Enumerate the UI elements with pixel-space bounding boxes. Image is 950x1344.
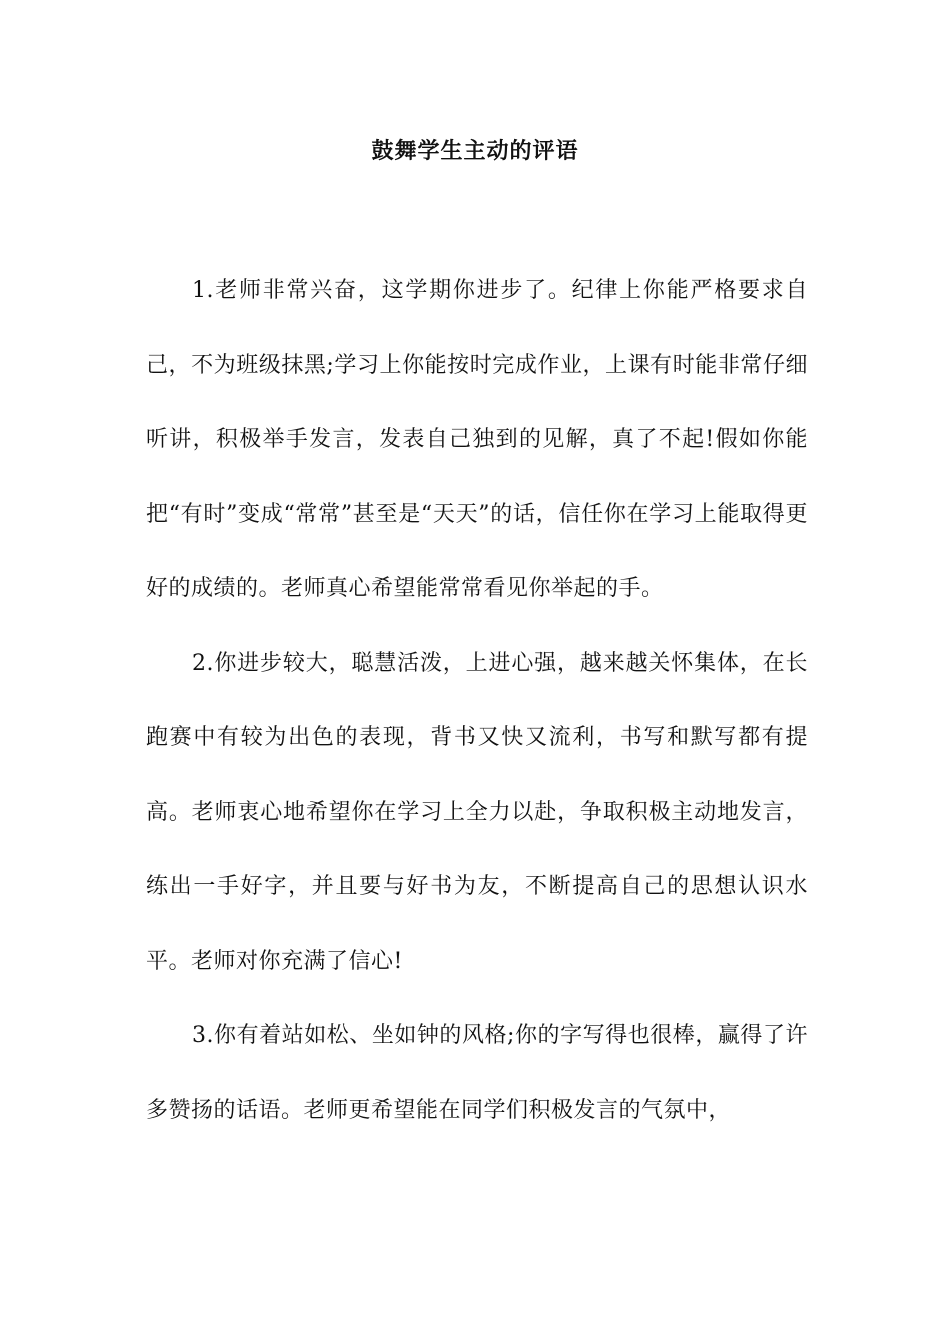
paragraph-3: 3.你有着站如松、坐如钟的风格;你的字写得也很棒，赢得了许多赞扬的话语。老师更希望能在同学们积极发言的气氛中，	[146, 1023, 808, 1123]
paragraph-1: 1.老师非常兴奋，这学期你进步了。纪律上你能严格要求自己，不为班级抹黑;学习上你能按时完成作业，上课有时能非常仔细听讲，积极举手发言，发表自己独到的见解，真了不起!假如你能把“有时”变成“常常”甚至是“天天”的话，信任你在学习上能取得更好的成绩的。老师真心希望能常常看见你举起的手。	[146, 278, 808, 601]
page-title: 鼓舞学生主动的评语	[371, 139, 579, 164]
document-body	[146, 254, 808, 1148]
paragraph-2: 2.你进步较大，聪慧活泼，上进心强，越来越关怀集体，在长跑赛中有较为出色的表现，背书又快又流利，书写和默写都有提高。老师衷心地希望你在学习上全力以赴，争取积极主动地发言，练出一手好字，并且要与好书为友，不断提高自己的思想认识水平。老师对你充满了信心!	[146, 650, 808, 974]
